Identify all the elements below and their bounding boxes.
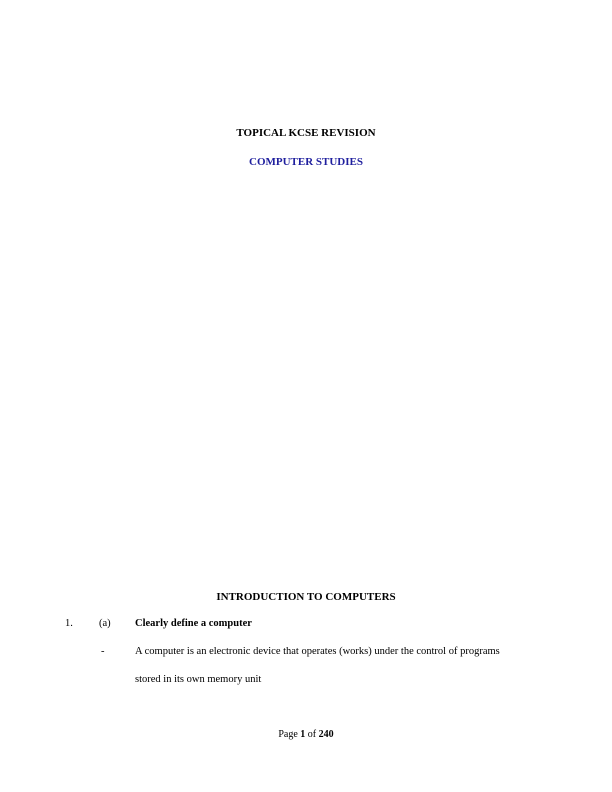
footer-current-page: 1: [300, 729, 306, 740]
answer-line-2: stored in its own memory unit: [135, 674, 262, 685]
answer-line-1: A computer is an electronic device that operates (works) under the control of programs: [135, 646, 500, 657]
question-part: (a): [99, 618, 111, 629]
document-subtitle: COMPUTER STUDIES: [249, 156, 363, 168]
footer-of: of: [305, 729, 319, 740]
question-text: Clearly define a computer: [135, 618, 252, 629]
answer-bullet: -: [101, 646, 105, 657]
section-heading: INTRODUCTION TO COMPUTERS: [216, 591, 396, 603]
footer-prefix: Page: [278, 729, 301, 740]
footer-total-pages: 240: [318, 729, 334, 740]
page-footer: [0, 729, 612, 740]
question-number: 1.: [65, 618, 73, 629]
document-title: TOPICAL KCSE REVISION: [236, 127, 376, 139]
